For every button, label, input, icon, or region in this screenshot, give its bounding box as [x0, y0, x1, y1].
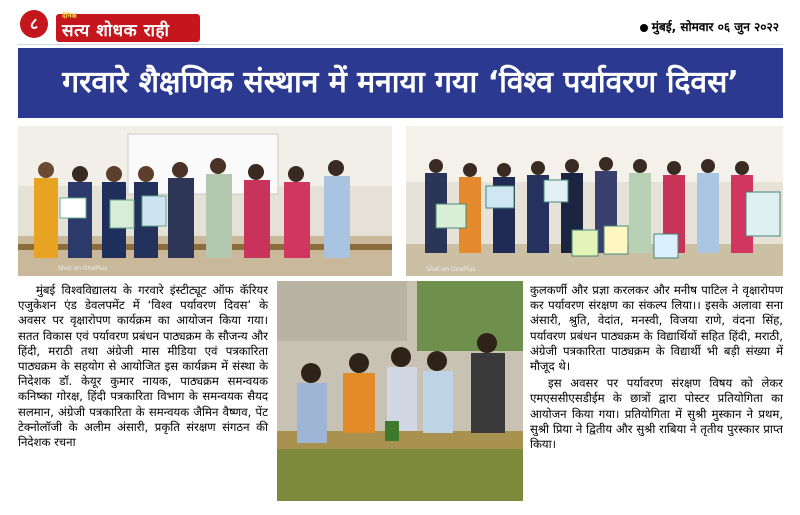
paper-name: सत्य शोधक राही: [62, 21, 170, 41]
dateline: [640, 18, 779, 35]
paper-name-prefix: दैनिक: [62, 12, 77, 20]
article-paragraph: कुलकर्णी और प्रज्ञा करलकर और मनीष पाटिल ने वृक्षारोपण कर पर्यावरण संरक्षण का संकल्प लिया।। इसके अलावा सना अंसारी, श्रुति, वेदांत, मनस्वी, विजया राणे, वंदना सिंह, पर्यावरण प्रबंधन पाठ्यक्रम के विद्यार्थियों सहित हिंदी, मराठी, अंग्रेजी पत्रकारिता पाठ्यक्रम के विद्यार्थी भी बड़ी संख्या में मौजूद थे।: [530, 283, 783, 374]
article-paragraph: मुंबई विश्वविद्यालय के गरवारे इंस्टीट्यूट ऑफ कॅरियर एजुकेशन एंड डेवलपमेंट में ‘विश्व पर्यावरण दिवस’ के अवसर पर वृक्षारोपण कार्यक्रम का आयोजन किया गया। सतत विकास एवं पर्यावरण प्रबंधन पाठ्यक्रम के सौजन्य और हिंदी, मराठी तथा अंग्रेजी मास मीडिया एवं पत्रकारिता पाठ्यक्रम के सहयोग से आयोजित इस कार्यक्रम में संस्था के निदेशक डॉ. केयूर कुमार नायक, पाठ्यक्रम समन्वयक कनिष्का गोरक्ष, हिंदी पत्रकारिता विभाग के समन्वयक सैयद सलमान, अंग्रेजी पत्रकारिता के समन्वयक जैमिन वैष्णव, पेंट टेक्नोलॉजी के अलीम अंसारी, प्रकृति संरक्षण संगठन की निदेशक रचना: [18, 283, 268, 450]
headline: गरवारे शैक्षणिक संस्थान में मनाया गया ‘विश्व पर्यावरण दिवस’: [18, 48, 783, 118]
bullet-icon: [640, 24, 648, 32]
photo-group-with-posters: [18, 126, 392, 276]
edition-number-badge: ८: [20, 10, 48, 38]
photo-watermark: Shot on OnePlus: [58, 265, 108, 272]
photo-tree-planting: [277, 281, 523, 501]
photo-watermark: Shot on OnePlus: [426, 266, 476, 273]
article-column-1: [18, 283, 268, 450]
article-paragraph: इस अवसर पर पर्यावरण संरक्षण विषय को लेकर एमएससीएसडीईम के छात्रों द्वारा पोस्टर प्रतियोगिता का आयोजन किया गया। प्रतियोगिता में सुश्री मुस्कान ने प्रथम, सुश्री प्रिया ने द्वितीय और सुश्री राबिया ने तृतीय पुरस्कार प्राप्त किया।: [530, 376, 783, 452]
article-column-2: [530, 283, 783, 452]
photo-students-with-posters: [406, 126, 783, 276]
dateline-text: मुंबई, सोमवार ०६ जुन २०२२: [651, 20, 779, 34]
masthead: [18, 6, 783, 45]
